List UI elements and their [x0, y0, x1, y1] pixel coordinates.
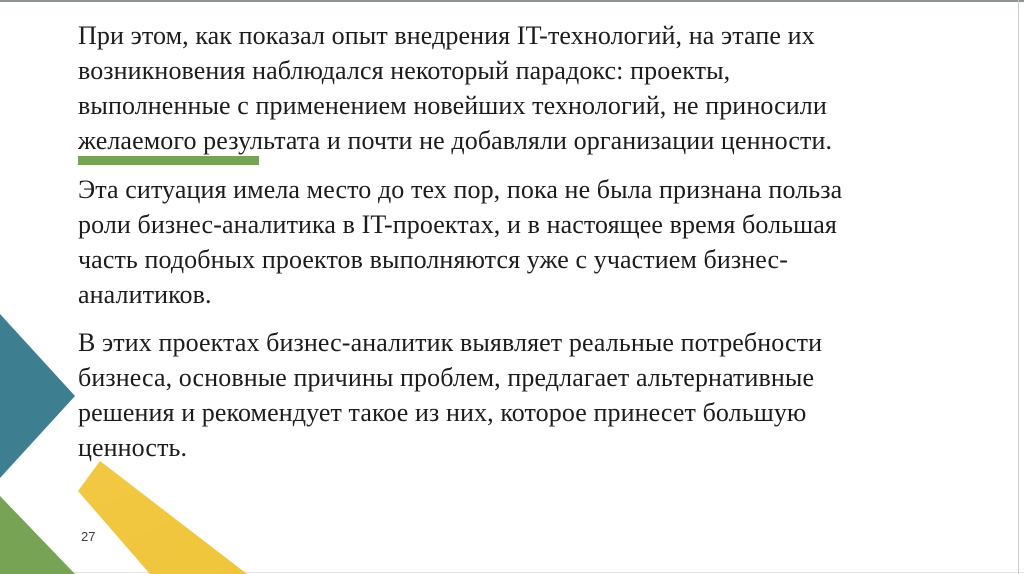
text-line: выполненные с применением новейших технологий, не приносили [78, 91, 827, 120]
text-line: При этом, как показал опыт внедрения IT-технологий, на этапе их [78, 21, 815, 50]
text-line: желаемого результата и почти не добавляли организации ценности. [78, 126, 833, 155]
text-line: роли бизнес-аналитика в IT-проектах, и в настоящее время большая [78, 210, 837, 239]
text-line: Эта ситуация имела место до тех пор, пока не была признана польза [78, 175, 843, 204]
slide-top-border [0, 0, 1024, 2]
text-line: возникновения наблюдался некоторый парадокс: проекты, [78, 56, 731, 85]
paragraph-1 [78, 18, 832, 158]
text-line: аналитиков. [78, 280, 212, 309]
paragraph-2 [78, 172, 842, 312]
text-line: решения и рекомендует такое из них, которое принесет большую [78, 398, 807, 427]
text-line: ценность. [78, 433, 188, 462]
page-number: 27 [81, 529, 96, 544]
text-line: бизнеса, основные причины проблем, предлагает альтернативные [78, 363, 815, 392]
text-line: В этих проектах бизнес-аналитик выявляет реальные потребности [78, 328, 823, 357]
paragraph-3 [78, 325, 822, 465]
slide-right-border [1018, 0, 1019, 574]
text-line: часть подобных проектов выполняются уже с участием бизнес- [78, 245, 788, 274]
